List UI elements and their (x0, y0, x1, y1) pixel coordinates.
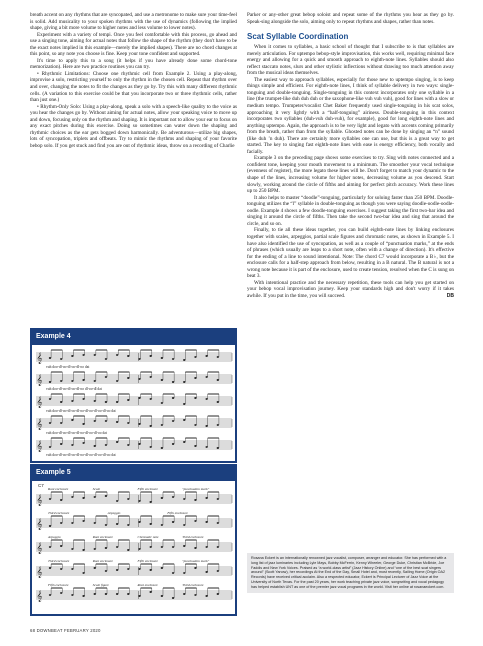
note-head (49, 525, 51, 527)
note-head (149, 425, 151, 427)
note-head (71, 548, 73, 550)
note-head (49, 567, 51, 569)
note-head (127, 549, 129, 551)
left-paragraph: • Rhythmic Limitations: Choose one rhythmic cell from Example 2. Using a play-along, improvise a solo, restricting yourself to only the rhythm in the chosen cell. Repeat that rhythm over and over, changing the notes to fit the changes as they go by. Try this with many different rhythmic cells. (A variation to this exercise could be that you incorporate two or three rhythmic cells, rather than just one.) (30, 70, 237, 104)
note-head (194, 445, 196, 447)
note-head (194, 377, 196, 379)
right-paragraph: The easiest way to approach syllables, especially for those new to uptempo singing, is to keep things simple and efficient. For eighth-note lines, I think of syllable delivery in two ways: single-tonguing and double-tonguing. Single-tonguing in this context incorporates only one syllable in a line (the trumpet-like duh duh duh or the saxophone-like vuh vuh vuh), good for lines with a slow or medium tempo. Trumpeter/vocalist Chet Baker frequently used single-tonguing in his scat solos, approaching it very lightly with a “half-tonguing” airiness. Double-tonguing in this context incorporates two syllables (duh-vuh duh-vuh), for example), good for long eighth-note lines and anything uptempo. Again, the approach is to be very light and legato with accents coming primarily from the breath, rather than from the syllable. Ghosted notes can be done by singing an “n” sound (like duh ’n duh). There are certainly more syllables one can use, but this is a great way to get started. The key to singing fast eighth-note lines with ease is energy efficiency, both vocally and facially. (247, 76, 454, 155)
treble-clef-icon: 𝄞 (36, 495, 43, 506)
phrase-label: Fifth enclosure (167, 511, 188, 515)
note-head (94, 400, 96, 402)
note-head (127, 593, 129, 595)
note-head (149, 355, 151, 357)
scat-syllables: vuh doo-dl-oo-dl-oo-dl-oo-dl-oo-dl-oo dat (46, 431, 107, 435)
note-head (205, 398, 207, 400)
right-paragraph: It also helps to master “doodle”-tonguing, particularly for soloing faster than 250 BPM. Doodle-tonguing utilizes the “l” syllable in double-tonguing as though you were saying doodle-oodle-oodle-oodle. Example 4 shows a few doodle-tonguing exercises. I suggest taking the first two-bar idea and singing it around the circle of fifths. Then take the second two-bar idea and sing that around the circle, and so on. (247, 194, 454, 227)
note-head (60, 568, 62, 570)
note-head (71, 444, 73, 446)
note-head (105, 495, 107, 497)
note-head (161, 379, 163, 381)
page-footer: 68 DOWNBEAT FEBRUARY 2020 (30, 628, 101, 633)
note-head (161, 567, 163, 569)
note-head (138, 568, 140, 570)
note-head (60, 401, 62, 403)
author-bio-text: Rosana Eckert is an internationally renowned jazz vocalist, composer, arranger and educator. She has performed with a long list of jazz luminaries including Lyle Mays, Bobby McFerrin, Kenny Wheeler, George Duke, Christian McBride, Joe Faddis and New York Voices. Praised as “a world-class artist” (Jazz History Online) and “one of the best scat singers around” (Scott Yanow), her recordings At the End of the Day, Small Hotel and, most recently, Sailing Home (Origin OA2 Records) have received critical acclaim. Also a respected educator, Eckert is Principal Lecturer of Jazz Voice at the University of North Texas. For the past 20 years, her work teaching private jazz voice, songwriting and vocal pedagogy has helped establish UNT as one of the premier jazz vocal programs in the world. Visit her online at rosanaeckert.com. (251, 556, 447, 589)
phrase-label: Third enclosure (48, 511, 70, 515)
right-intro: Parker or any-other great bebop soloist and repeat some of the rhythms you hear as they go by. Speak-sing alongside the solo, aiming only to repeat rhythms and shapes, rather than notes. (247, 12, 454, 25)
note-head (105, 547, 107, 549)
note-head (127, 568, 129, 570)
note-head (71, 522, 73, 524)
example-5-staff-svg (32, 481, 235, 614)
note-head (149, 569, 151, 571)
example-5-box (30, 464, 237, 616)
note-head (205, 521, 207, 523)
note-head (116, 546, 118, 548)
note-head (161, 595, 163, 597)
phrase-label: Third enclosure (48, 559, 70, 563)
note-head (127, 399, 129, 401)
note-head (172, 521, 174, 523)
note-head (194, 499, 196, 501)
note-head (183, 403, 185, 405)
note-head (49, 398, 51, 400)
scat-syllables: vuh doo-dl-oo-dl-oo-dl-oo-dl-oo-dl-oo-dl-oo dat (46, 409, 116, 413)
phrase-label: Fifth enclosure (48, 583, 69, 587)
phrase-label: "punctuation mark" (182, 559, 210, 563)
phrase-label: "punctuation mark" (182, 487, 210, 491)
note-head (105, 524, 107, 526)
treble-clef-icon: 𝄞 (36, 419, 43, 430)
note-head (149, 398, 151, 400)
note-head (149, 501, 151, 503)
treble-clef-icon: 𝄞 (36, 441, 43, 452)
note-head (172, 381, 174, 383)
phrase-label: Chromatic note (137, 535, 159, 539)
note-head (127, 524, 129, 526)
left-paragraph: • Rhythm-Only Solo: Using a play-along, speak a solo with a speech-like quality to the voice as you hear the changes go by. Without aiming for actual notes, allow your speaking voice to move up and down, focusing only on the rhythm and shaping. It is important not to allow your ear to focus on any exact pitches during this exercise. Doing so sometimes can water down the shaping and rhythmic choices as the ear gets bogged down harmonically. Be adventurous—utilize big shapes, lots of syncopation, triplets and offbeats. Try to mimic the rhythms and shaping of your favorite bebop solo. If you get stuck and find you are out of rhythmic ideas, throw on a recording of Charlie (30, 103, 237, 149)
note-head (60, 499, 62, 501)
note-head (172, 358, 174, 360)
note-head (172, 572, 174, 574)
note-head (82, 379, 84, 381)
phrase-label: Fifth enclosure (137, 559, 158, 563)
note-head (105, 358, 107, 360)
note-head (194, 567, 196, 569)
note-head (172, 397, 174, 399)
note-head (217, 546, 219, 548)
phrase-label: Scale (92, 487, 101, 491)
phrase-label: Third enclosure (182, 583, 204, 587)
right-column (247, 12, 454, 299)
note-head (194, 397, 196, 399)
note-head (161, 524, 163, 526)
treble-clef-icon: 𝄞 (36, 519, 43, 530)
note-head (138, 423, 140, 425)
note-head (172, 546, 174, 548)
note-head (161, 357, 163, 359)
note-head (138, 548, 140, 550)
section-heading: Scat Syllable Coordination (247, 32, 349, 42)
note-head (205, 425, 207, 427)
note-head (217, 379, 219, 381)
note-head (161, 546, 163, 548)
phrase-label: Root enclosure (48, 487, 69, 491)
note-head (94, 420, 96, 422)
note-head (116, 593, 118, 595)
note-head (183, 545, 185, 547)
note-head (127, 355, 129, 357)
treble-clef-icon: 𝄞 (36, 567, 43, 578)
note-head (217, 447, 219, 449)
treble-clef-icon: 𝄞 (36, 591, 43, 602)
note-head (149, 376, 151, 378)
note-head (183, 381, 185, 383)
note-head (183, 524, 185, 526)
note-head (138, 521, 140, 523)
note-head (161, 447, 163, 449)
note-head (49, 381, 51, 383)
note-head (82, 595, 84, 597)
note-head (94, 593, 96, 595)
note-head (217, 401, 219, 403)
note-head (116, 569, 118, 571)
note-head (49, 546, 51, 548)
note-head (82, 398, 84, 400)
treble-clef-icon: 𝄞 (36, 543, 43, 554)
note-head (205, 571, 207, 573)
note-head (71, 568, 73, 570)
phrase-label: Third enclosure (182, 535, 204, 539)
example-4-notation (32, 345, 235, 461)
note-head (49, 594, 51, 596)
note-head (82, 572, 84, 574)
note-head (60, 422, 62, 424)
right-paragraph: Example 3 on the preceding page shows some exercises to try. Sing with notes connected and a confident tone, keeping your mouth movement to a minimum. The smoother your vocal technique (evenness of register), the more legato these lines will be. Don't forget to match your dynamic to the shape of the lines, increasing volume for higher notes, decreasing volume as you descend. Start slowly, working around the circle of fifths and aiming for perfect pitch accuracy. Work these lines up to 250 BPM. (247, 155, 454, 195)
note-head (194, 356, 196, 358)
left-paragraph: It's time to apply this to a song (it helps if you have already done some chord-tone memorization). Here are two practice routines you can try. (30, 57, 237, 71)
right-paragraph (247, 280, 454, 300)
note-head (49, 357, 51, 359)
note-head (183, 419, 185, 421)
phrase-label: Scale figure (92, 583, 109, 587)
note-head (127, 377, 129, 379)
note-head (105, 376, 107, 378)
note-head (105, 593, 107, 595)
note-head (183, 498, 185, 500)
note-head (172, 443, 174, 445)
note-head (116, 401, 118, 403)
note-head (161, 497, 163, 499)
phrase-label: Arpeggio (107, 511, 121, 515)
note-head (116, 421, 118, 423)
note-head (172, 420, 174, 422)
note-head (183, 441, 185, 443)
phrase-label: Root enclosure (137, 583, 158, 587)
scat-syllables: vuh doo-dl-oo-dl-oo-dl-oo-dl-oo-dl-oo-dl-oo dat (46, 453, 116, 457)
right-paragraph: Finally, to tie all these ideas together, you can build eighth-note lines by linking enclosures together with scales, arpeggios, partial scale figures and chromatic notes, as shown in Example 5. I have also identified the use of syncopation, as well as a couple of “punctuation marks,” at the ends of phrases (which usually are leaps to a short note, often with a change of direction). It's effective for the ending of a line to sound intentional. Note: The chord C7 would incorporate a B♭, but the enclosure calls for a half-step approach from below, resulting in a B natural. The B natural is not a wrong note because it is part of the enclosure, used to create tension, resolved when the C is sung on beat 3. (247, 227, 454, 280)
example-5-notation (32, 481, 235, 614)
left-paragraph: Experiment with a variety of tempi. Once you feel comfortable with this process, go ahead and use a singing tone, aiming for actual notes that follow the shape of the rhythm (they don't have to be the exact notes implied in this example—merely the implied shapes). There are no chord changes at this point, so any note you choose is fine. Keep your tone confident and supported. (30, 31, 237, 58)
note-head (172, 496, 174, 498)
note-head (116, 380, 118, 382)
note-head (60, 592, 62, 594)
treble-clef-icon: 𝄞 (36, 375, 43, 386)
phrase-label: Arpeggio (48, 535, 61, 539)
note-head (82, 442, 84, 444)
note-head (127, 498, 129, 500)
phrase-label: Root enclosure (92, 535, 114, 539)
note-head (105, 401, 107, 403)
note-head (138, 397, 140, 399)
note-head (217, 498, 219, 500)
scat-syllables: vuh doo-dl-oo-dl-oo-dl-oo dl-oo-dl dat (46, 387, 102, 391)
note-head (60, 443, 62, 445)
note-head (205, 376, 207, 378)
note-head (149, 591, 151, 593)
left-paragraph: breath accent on any rhythms that are syncopated, and use a metronome to make sure your time-feel is solid. Add musicality to your spoken rhythms with the use of dynamics (following the implied shape, giving a bit more volume to higher notes and less volume to lower notes). (30, 12, 237, 32)
closing-text: With intentional practice and the necessary repetition, these tools can help you get started on your bebop vocal improvisation journey. Keep your standards high and don't worry if it takes awhile. If you put in the time, you will succeed. (247, 279, 454, 299)
phrase-label: Root enclosure (92, 559, 114, 563)
note-head (105, 570, 107, 572)
note-head (94, 567, 96, 569)
note-head (94, 496, 96, 498)
note-head (217, 424, 219, 426)
note-head (127, 422, 129, 424)
note-head (127, 444, 129, 446)
note-head (60, 522, 62, 524)
note-head (71, 419, 73, 421)
note-head (183, 593, 185, 595)
note-head (138, 358, 140, 360)
note-head (217, 522, 219, 524)
note-head (105, 444, 107, 446)
treble-clef-icon: 𝄞 (36, 397, 43, 408)
note-head (194, 547, 196, 549)
note-head (82, 520, 84, 522)
note-head (183, 359, 185, 361)
example-4-staff-svg (32, 345, 235, 461)
note-head (138, 443, 140, 445)
note-head (217, 593, 219, 595)
note-head (49, 422, 51, 424)
note-head (138, 378, 140, 380)
note-head (60, 358, 62, 360)
note-head (82, 549, 84, 551)
treble-clef-icon: 𝄞 (36, 353, 43, 364)
example-4-box (30, 328, 237, 463)
note-head (161, 402, 163, 404)
note-head (116, 523, 118, 525)
author-bio (247, 553, 454, 593)
note-head (71, 594, 73, 596)
example-5-title: Example 5 (36, 469, 71, 476)
note-head (217, 570, 219, 572)
scat-syllables: vuh doo-dl-oo-dl-oo-dl-oo dat (46, 365, 90, 369)
note-head (71, 496, 73, 498)
note-head (194, 594, 196, 596)
note-head (82, 423, 84, 425)
left-column (30, 12, 237, 149)
note-head (71, 355, 73, 357)
note-head (149, 446, 151, 448)
note-head (149, 546, 151, 548)
note-head (94, 354, 96, 356)
note-head (60, 380, 62, 382)
note-head (194, 424, 196, 426)
note-head (94, 380, 96, 382)
right-paragraph: When it comes to syllables, a basic school of thought that I subscribe to is that syllables are merely articulation. For uptempo bebop-style improvisation, this works well, requiring minimal face energy and allowing for a quick and smooth approach to eighth-note lines. Syllables should also reflect staccato notes, slurs and other stylistic inflections without drawing too much attention away from the musical ideas themselves. (247, 44, 454, 77)
note-head (138, 595, 140, 597)
note-head (94, 548, 96, 550)
note-head (194, 520, 196, 522)
note-head (94, 445, 96, 447)
note-head (149, 523, 151, 525)
note-head (116, 500, 118, 502)
note-head (205, 546, 207, 548)
note-head (116, 441, 118, 443)
phrase-label: Fifth enclosure (137, 487, 158, 491)
note-head (49, 446, 51, 448)
note-head (60, 545, 62, 547)
note-head (161, 424, 163, 426)
note-head (94, 522, 96, 524)
note-head (205, 446, 207, 448)
chord-symbol: C7 (38, 483, 44, 488)
example-4-title: Example 4 (36, 333, 71, 340)
note-head (71, 380, 73, 382)
note-head (138, 500, 140, 502)
note-head (205, 355, 207, 357)
note-head (217, 356, 219, 358)
note-head (205, 595, 207, 597)
note-head (82, 354, 84, 356)
note-head (71, 400, 73, 402)
note-head (205, 497, 207, 499)
note-head (116, 354, 118, 356)
note-head (183, 572, 185, 574)
note-head (49, 498, 51, 500)
note-head (105, 420, 107, 422)
note-head (82, 497, 84, 499)
note-head (172, 597, 174, 599)
end-mark: DB (446, 292, 454, 299)
